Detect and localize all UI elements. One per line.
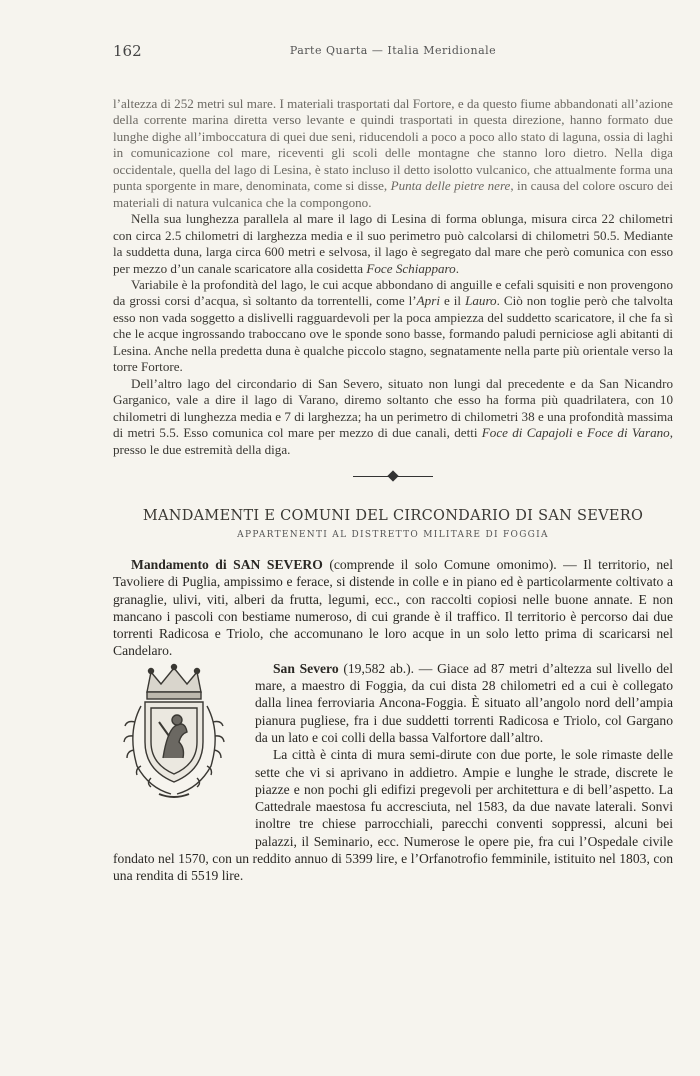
text-run: l’altezza di 252 metri sul mare. I materiali trasportati dal Fortore, e da questo fiume abbandonati all’azione della corrente marina diretta verso levante e quindi trasportati in questa direzione, hanno formato due lunghe dighe all’imboccatura di quei due seni, riducendoli a poco a poco allo stato di laguna, ossia di laghi in comunicazione col mare, riceventi gli scoli delle montagne che stanno loro dietro. Nella diga occidentale, quella del lago di Lesina, è stato incluso il detto isolotto vulcanico, che attualmente forma una punta sporgente in mare, denominata, come si disse, [113, 96, 673, 194]
entries-block [113, 556, 673, 885]
book-page [113, 42, 673, 885]
text-run: Nella sua lunghezza parallela al mare il lago di Lesina di forma oblunga, misura circa 22 chilometri con circa 2.5 chilometri di larghezza media e il suo perimetro può calcolarsi di chilometri 50.5. Mediante la suddetta duna, larga circa 600 metri e selvosa, il lago è segregato dal mare che però comunica con esso per mezzo d’un canale scaricatore alla cosidetta [113, 211, 673, 276]
section-divider [353, 472, 433, 482]
entry-san-severo-city: La città è cinta di mura semi-dirute con due porte, le sole rimaste delle sette che vi si aprivano in addietro. Ampie e lunghe le strade, discrete le piazze e non pochi gli edifizi pregevoli per architettura e di bell’aspetto. La Cattedrale maestosa fu accresciuta, nel 1583, da due navate laterali. Sonvi inoltre tre chiese parrocchiali, parecchi conventi soppressi, alcuni bei palazzi, il Seminario, ecc. Numerose le opere pie, fra cui l’Ospedale civile fondato nel 1570, con un reddito annuo di 5399 lire, e l’Orfanotrofio femminile, istituito nel 1803, con una rendita di 5519 lire. [113, 747, 673, 884]
italic-place-name: Lauro [465, 293, 497, 309]
italic-place-name: Punta delle pietre nere [390, 178, 511, 194]
text-run: , presso le due estremità della diga. [113, 425, 673, 457]
text-run: Dell’altro lago del circondario di San Severo, situato non lungi dal precedente e da San Nicandro Garganico, vale a dire il lago di Varano, diremo soltanto che esso ha forma più quadrilatera, con 10 chilometri di lunghezza media e 7 di larghezza; ha un perimetro di chilometri 38 e una profondità massima di metri 5.5. Esso comunica col mare per mezzo di due canali, detti [113, 375, 673, 441]
paragraph-3 [113, 277, 673, 376]
text-run: e [572, 425, 587, 441]
paragraph-4 [113, 376, 673, 458]
text-block [113, 96, 673, 458]
italic-place-name: Apri [416, 293, 440, 309]
text-run: , in causa del colore oscuro dei materiali di natura vulcanica che la compongono. [113, 178, 673, 210]
italic-place-name: Foce di Capajoli [481, 425, 573, 441]
text-run: . Ciò non toglie però che talvolta esso non vada soggetto a dislivelli ragguardevoli per la poca ampiezza del suddetto scaricatore, il che fa sì che le acque ingrossando traboccano ove le sponde sono basse, formando paludi perniciose agli abitanti di Lesina. Anche nella predetta duna è qualche piccolo stagno, segnatamente nella parte più orientale verso la torre Fortore. [113, 293, 673, 375]
paragraph-2 [113, 211, 673, 277]
running-title: Parte Quarta — Italia Meridionale [289, 44, 497, 57]
coat-of-arms-icon [113, 662, 243, 850]
running-header [113, 42, 673, 64]
page-number: 162 [113, 42, 142, 60]
entry-mandamento [113, 556, 673, 660]
text-run: Variabile è la profondità del lago, le cui acque abbondano di anguille e cefali squisiti e non provengono da grossi corsi d’acqua, sì soltanto da torrentelli, come l’ [113, 276, 673, 309]
entry-title: San Severo [273, 660, 339, 676]
section-subheading: APPARTENENTI AL DISTRETTO MILITARE DI FOGGIA [237, 529, 549, 540]
entry-text: (comprende il solo Comune omonimo). — Il territorio, nel Tavoliere di Puglia, ampissimo e ferace, si distende in colle e in piano ed è particolarmente coltivato a granaglie, ulivi, viti, alberi da frutta, legumi, ecc., con raccolti copiosi nelle buone annate. E non mancano i pascoli con bestiame numeroso, di cui grande è il traffico. Il territorio è percorso dai due torrenti Radicosa e Triolo, che accomunano le loro acque in un solo letto prima di scaricarsi nel Candelaro. [113, 556, 673, 659]
text-run: e il [439, 293, 466, 309]
entry-text: (19,582 ab.). — Giace ad 87 metri d’altezza sul livello del mare, a maestro di Foggia, da cui dista 28 chilometri ed a cui è collegato dalla linea ferroviaria Ancona-Foggia. È situato all’angolo nord dell’ampia pianura pugliese, fra i due suddetti torrenti Radicosa e Triolo, col Gargano da un lato e coi colli della bassa Valfortore dall’altro. [255, 660, 673, 745]
section-heading: MANDAMENTI E COMUNI DEL CIRCONDARIO DI SAN SEVERO [142, 507, 644, 524]
italic-place-name: Foce Schiapparo [366, 260, 456, 276]
entry-title: Mandamento di SAN SEVERO [131, 556, 323, 572]
italic-place-name: Foce di Varano [586, 425, 670, 441]
diamond-ornament-icon [387, 470, 398, 481]
paragraph-1 [113, 96, 673, 211]
text-run: . [455, 260, 459, 276]
